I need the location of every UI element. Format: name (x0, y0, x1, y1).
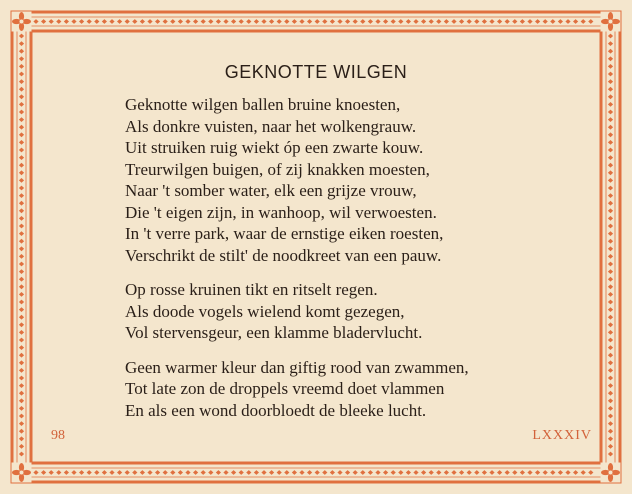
border-bead (467, 19, 472, 24)
border-bead (307, 19, 312, 24)
border-bead (155, 19, 160, 24)
border-bead (299, 470, 304, 475)
border-bead (246, 19, 251, 24)
border-bead (581, 19, 586, 24)
stanza-1 (125, 94, 565, 266)
border-bead (19, 231, 24, 236)
border-bead (608, 178, 613, 183)
border-bead (132, 470, 137, 475)
border-bead (261, 470, 266, 475)
border-bead (391, 470, 396, 475)
border-bead (19, 330, 24, 335)
corner-ornament (12, 12, 32, 32)
border-bead (125, 19, 130, 24)
border-bead (451, 470, 456, 475)
border-bead (535, 470, 540, 475)
border-bead (170, 470, 175, 475)
border-bead (608, 125, 613, 130)
border-bead (19, 429, 24, 434)
border-bead (391, 19, 396, 24)
poem-line: Verschrikt de stilt' de noodkreet van een pauw. (125, 245, 442, 265)
border-bead (19, 277, 24, 282)
border-bead (71, 470, 76, 475)
border-bead (608, 360, 613, 365)
border-bead (383, 19, 388, 24)
border-bead (429, 470, 434, 475)
corner-ornament (12, 463, 32, 483)
border-bead (608, 338, 613, 343)
border-bead (19, 421, 24, 426)
poem-body (125, 94, 565, 421)
border-bead (573, 470, 578, 475)
poem-line: Treurwilgen buigen, of zij knakken moesten, (125, 159, 430, 179)
border-bead (608, 284, 613, 289)
border-bead (315, 19, 320, 24)
border-bead (375, 19, 380, 24)
poem-line: Als donkre vuisten, naar het wolkengrauw. (125, 116, 417, 136)
border-bead (608, 368, 613, 373)
poem-line: Als doode vogels wielend komt gezegen, (125, 301, 405, 321)
border-bead (19, 315, 24, 320)
border-bead (185, 470, 190, 475)
border-bead (109, 19, 114, 24)
border-bead (19, 300, 24, 305)
border-bead (322, 19, 327, 24)
border-bead (19, 360, 24, 365)
border-bead (383, 470, 388, 475)
border-bead (19, 102, 24, 107)
border-bead (608, 345, 613, 350)
border-bead (94, 19, 99, 24)
border-bead (608, 414, 613, 419)
border-bead (375, 470, 380, 475)
border-bead (284, 470, 289, 475)
border-bead (102, 19, 107, 24)
border-bead (193, 470, 198, 475)
border-bead (56, 470, 61, 475)
border-bead (608, 87, 613, 92)
border-bead (132, 19, 137, 24)
border-bead (163, 19, 168, 24)
border-bead (71, 19, 76, 24)
border-bead (527, 470, 532, 475)
border-bead (231, 470, 236, 475)
border-bead (269, 470, 274, 475)
border-bead (19, 56, 24, 61)
border-bead (474, 19, 479, 24)
border-bead (208, 19, 213, 24)
border-bead (140, 470, 145, 475)
border-bead (368, 470, 373, 475)
border-bead (520, 470, 525, 475)
border-bead (608, 34, 613, 39)
border-bead (19, 193, 24, 198)
border-bead (19, 307, 24, 312)
border-bead (413, 470, 418, 475)
roman-page-number: LXXXIV (532, 428, 592, 443)
border-bead (608, 208, 613, 213)
border-bead (608, 140, 613, 145)
border-bead (19, 239, 24, 244)
border-bead (482, 470, 487, 475)
poem-line: Tot late zon de droppels vreemd doet vlammen (125, 379, 445, 398)
border-bead (512, 470, 517, 475)
border-bead (608, 216, 613, 221)
border-bead (608, 170, 613, 175)
border-bead (231, 19, 236, 24)
border-bead (608, 421, 613, 426)
border-bead (474, 470, 479, 475)
border-bead (19, 436, 24, 441)
border-bead (608, 193, 613, 198)
border-bead (543, 19, 548, 24)
border-bead (565, 19, 570, 24)
border-bead (19, 208, 24, 213)
border-bead (19, 170, 24, 175)
border-bead (608, 277, 613, 282)
poem-line: Op rosse kruinen tikt en ritselt regen. (125, 280, 378, 299)
border-bead (284, 19, 289, 24)
border-bead (558, 19, 563, 24)
border-bead (353, 19, 358, 24)
border-bead (19, 338, 24, 343)
border-bead (497, 19, 502, 24)
border-bead (406, 470, 411, 475)
border-bead (33, 19, 38, 24)
border-bead (307, 470, 312, 475)
border-bead (558, 470, 563, 475)
border-bead (512, 19, 517, 24)
border-bead (608, 406, 613, 411)
stanza-2 (125, 279, 565, 344)
page-number: 98 (51, 428, 65, 443)
border-bead (337, 19, 342, 24)
border-bead (87, 470, 92, 475)
border-bead (19, 368, 24, 373)
border-bead (608, 56, 613, 61)
border-bead (19, 34, 24, 39)
border-bead (413, 19, 418, 24)
border-bead (277, 470, 282, 475)
border-bead (261, 19, 266, 24)
border-bead (505, 19, 510, 24)
border-bead (33, 470, 38, 475)
border-bead (19, 216, 24, 221)
border-bead (608, 322, 613, 327)
border-bead (223, 19, 228, 24)
border-bead (19, 376, 24, 381)
border-bead (608, 224, 613, 229)
border-bead (398, 470, 403, 475)
border-bead (254, 19, 259, 24)
border-bead (56, 19, 61, 24)
border-bead (608, 353, 613, 358)
border-bead (608, 254, 613, 259)
border-bead (19, 163, 24, 168)
border-bead (535, 19, 540, 24)
border-bead (360, 470, 365, 475)
border-bead (436, 19, 441, 24)
border-bead (19, 414, 24, 419)
border-bead (178, 470, 183, 475)
border-bead (608, 132, 613, 137)
border-bead (19, 110, 24, 115)
border-bead (608, 148, 613, 153)
border-bead (41, 470, 46, 475)
border-bead (497, 470, 502, 475)
border-bead (429, 19, 434, 24)
border-bead (527, 19, 532, 24)
border-bead (239, 470, 244, 475)
border-bead (444, 19, 449, 24)
poem-line: Naar 't somber water, elk een grijze vrouw, (125, 181, 417, 200)
border-bead (505, 470, 510, 475)
border-bead (608, 94, 613, 99)
border-bead (436, 470, 441, 475)
border-bead (277, 19, 282, 24)
border-bead (19, 262, 24, 267)
border-bead (140, 19, 145, 24)
border-bead (345, 470, 350, 475)
border-bead (421, 470, 426, 475)
border-bead (19, 254, 24, 259)
border-bead (87, 19, 92, 24)
border-bead (19, 444, 24, 449)
border-bead (19, 322, 24, 327)
border-bead (608, 110, 613, 115)
border-bead (608, 391, 613, 396)
border-bead (608, 376, 613, 381)
border-bead (79, 470, 84, 475)
border-bead (330, 19, 335, 24)
border-bead (520, 19, 525, 24)
border-bead (94, 470, 99, 475)
border-bead (170, 19, 175, 24)
corner-ornament (601, 463, 621, 483)
border-bead (19, 269, 24, 274)
border-bead (459, 470, 464, 475)
border-bead (208, 470, 213, 475)
border-bead (19, 125, 24, 130)
border-bead (216, 19, 221, 24)
border-bead (588, 470, 593, 475)
border-bead (451, 19, 456, 24)
poem-line: Die 't eigen zijn, in wanhoop, wil verwoesten. (125, 202, 437, 222)
border-bead (117, 470, 122, 475)
border-bead (19, 94, 24, 99)
border-bead (368, 19, 373, 24)
poem-title: GEKNOTTE WILGEN (224, 62, 408, 82)
border-bead (185, 19, 190, 24)
poem-line: Vol stervensgeur, een klamme bladervlucht. (125, 323, 423, 342)
border-bead (19, 452, 24, 457)
border-bead (193, 19, 198, 24)
border-bead (201, 19, 206, 24)
border-bead (330, 470, 335, 475)
poem-line: Geknotte wilgen ballen bruine knoesten, (125, 95, 401, 114)
border-bead (360, 19, 365, 24)
border-bead (459, 19, 464, 24)
border-bead (608, 117, 613, 122)
border-bead (49, 19, 54, 24)
border-bead (608, 429, 613, 434)
border-bead (102, 470, 107, 475)
border-bead (147, 19, 152, 24)
border-bead (608, 300, 613, 305)
border-bead (292, 19, 297, 24)
border-bead (398, 19, 403, 24)
border-bead (19, 201, 24, 206)
border-bead (444, 470, 449, 475)
border-bead (608, 383, 613, 388)
border-bead (608, 163, 613, 168)
border-bead (178, 19, 183, 24)
corner-ornament (601, 12, 621, 32)
border-bead (608, 315, 613, 320)
border-bead (19, 292, 24, 297)
border-bead (608, 155, 613, 160)
border-bead (79, 19, 84, 24)
border-bead (19, 406, 24, 411)
border-bead (482, 19, 487, 24)
border-bead (19, 398, 24, 403)
border-bead (246, 470, 251, 475)
border-bead (467, 470, 472, 475)
poem-line: Geen warmer kleur dan giftig rood van zwammen, (125, 357, 469, 377)
border-bead (19, 353, 24, 358)
border-bead (163, 470, 168, 475)
poem-line: Uit struiken ruig wiekt óp een zwarte kouw. (125, 138, 424, 157)
border-bead (155, 470, 160, 475)
border-bead (550, 470, 555, 475)
border-bead (353, 470, 358, 475)
border-bead (581, 470, 586, 475)
border-bead (608, 269, 613, 274)
border-bead (421, 19, 426, 24)
border-bead (299, 19, 304, 24)
border-bead (608, 436, 613, 441)
border-bead (216, 470, 221, 475)
border-bead (19, 224, 24, 229)
border-bead (147, 470, 152, 475)
border-bead (19, 178, 24, 183)
border-bead (19, 87, 24, 92)
border-bead (345, 19, 350, 24)
border-bead (608, 398, 613, 403)
border-bead (608, 307, 613, 312)
border-bead (608, 49, 613, 54)
border-bead (64, 19, 69, 24)
border-bead (109, 470, 114, 475)
border-bead (19, 132, 24, 137)
border-bead (49, 470, 54, 475)
border-bead (19, 284, 24, 289)
border-bead (608, 102, 613, 107)
border-bead (608, 239, 613, 244)
border-bead (254, 470, 259, 475)
border-bead (565, 470, 570, 475)
border-bead (41, 19, 46, 24)
border-bead (608, 444, 613, 449)
poem-line: En als een wond doorbloedt de bleeke lucht. (125, 400, 427, 420)
border-bead (223, 470, 228, 475)
border-bead (543, 470, 548, 475)
border-bead (19, 148, 24, 153)
border-bead (608, 262, 613, 267)
border-bead (239, 19, 244, 24)
border-bead (608, 231, 613, 236)
border-bead (19, 391, 24, 396)
border-bead (489, 19, 494, 24)
border-bead (125, 470, 130, 475)
border-bead (19, 186, 24, 191)
border-bead (550, 19, 555, 24)
poem-line: In 't verre park, waar de ernstige eiken roesten, (125, 224, 444, 243)
border-bead (608, 246, 613, 251)
border-bead (292, 470, 297, 475)
border-bead (19, 140, 24, 145)
border-bead (322, 470, 327, 475)
border-bead (19, 345, 24, 350)
border-bead (608, 201, 613, 206)
border-bead (573, 19, 578, 24)
border-bead (19, 155, 24, 160)
border-bead (337, 470, 342, 475)
border-bead (201, 470, 206, 475)
border-bead (608, 186, 613, 191)
border-bead (608, 292, 613, 297)
border-bead (19, 41, 24, 46)
border-bead (588, 19, 593, 24)
border-bead (608, 452, 613, 457)
border-bead (608, 330, 613, 335)
border-bead (608, 41, 613, 46)
border-bead (64, 470, 69, 475)
border-bead (19, 117, 24, 122)
stanza-3 (125, 357, 565, 422)
border-bead (19, 246, 24, 251)
border-bead (269, 19, 274, 24)
border-bead (19, 49, 24, 54)
border-bead (489, 470, 494, 475)
border-bead (19, 383, 24, 388)
border-bead (315, 470, 320, 475)
border-bead (117, 19, 122, 24)
border-bead (406, 19, 411, 24)
